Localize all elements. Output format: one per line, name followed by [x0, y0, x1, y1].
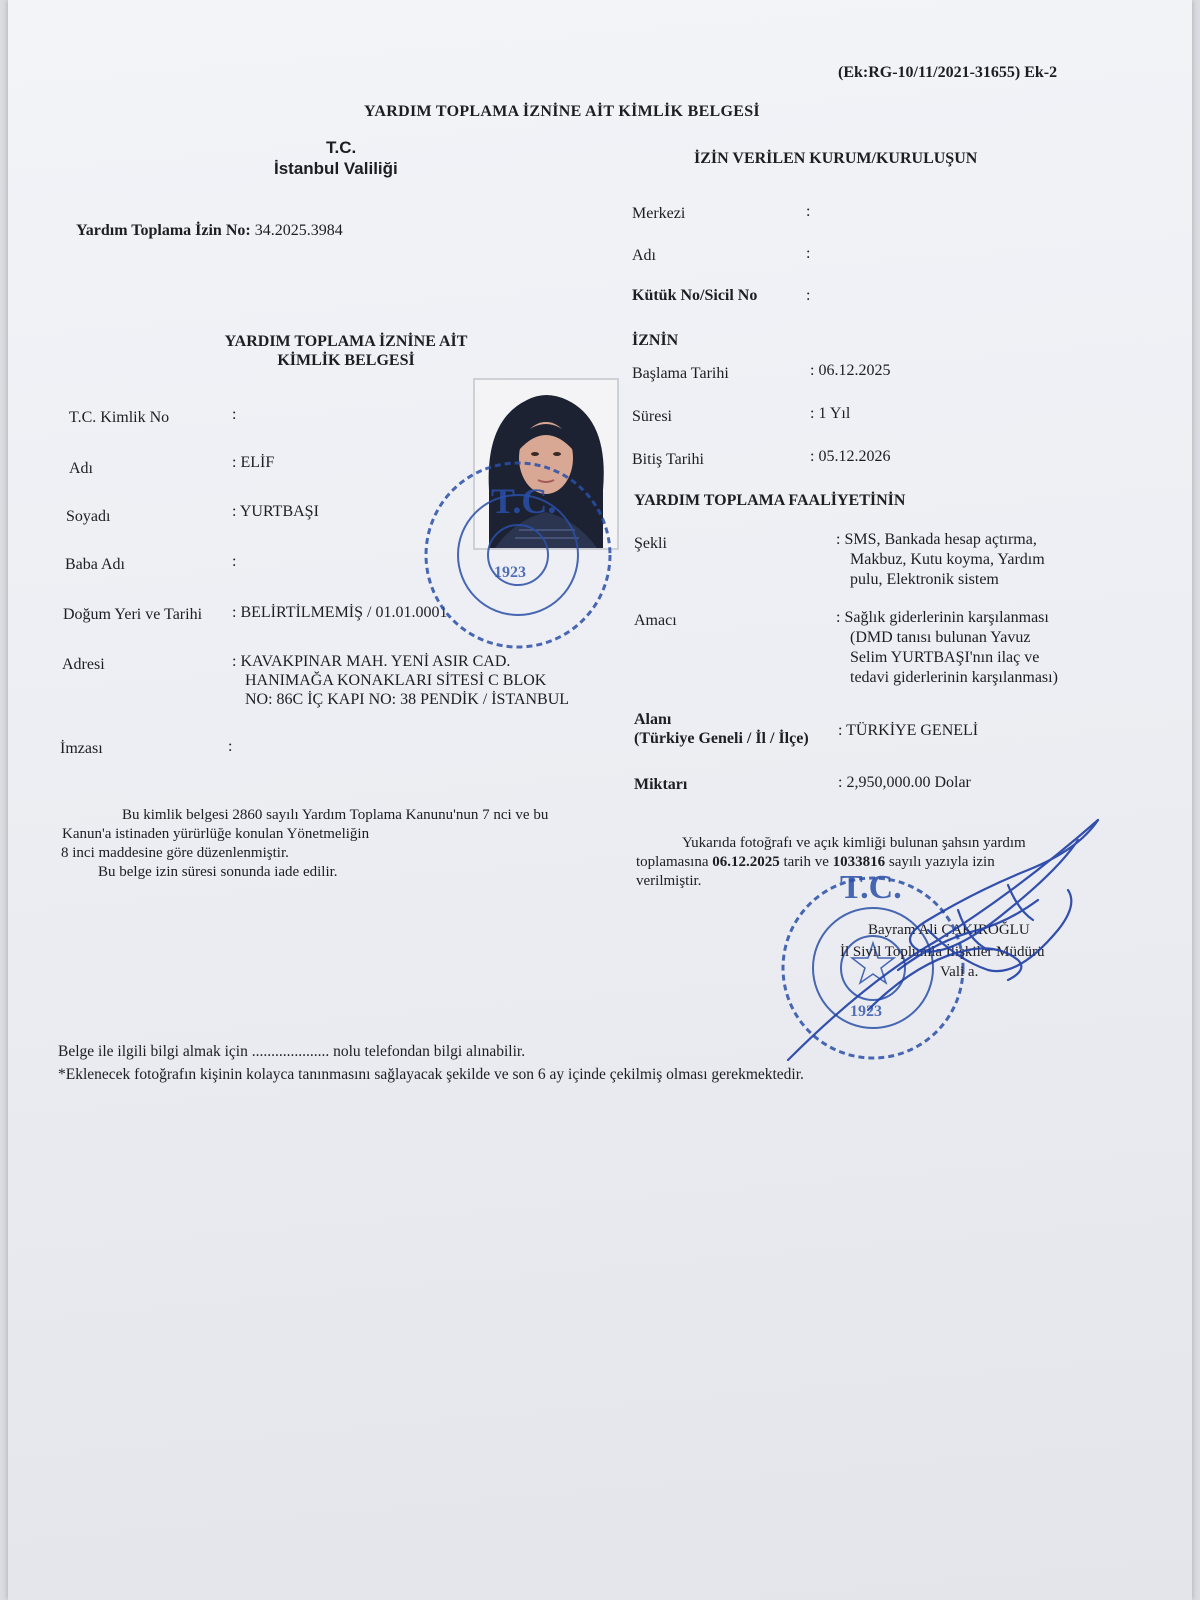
bitis-label: Bitiş Tarihi: [632, 451, 704, 468]
document-reference: (Ek:RG-10/11/2021-31655) Ek-2: [838, 64, 1058, 81]
ad-value: : ELİF: [232, 454, 275, 471]
footer-line1: Belge ile ilgili bilgi almak için .................... nolu telefondan bilgi alınabilir.: [58, 1043, 526, 1060]
baba-label: Baba Adı: [65, 556, 125, 573]
document-page: [8, 0, 1192, 1600]
stamp-right-tc: T.C.: [840, 869, 902, 906]
alani-value: : TÜRKİYE GENELİ: [838, 722, 979, 739]
baslama-value: : 06.12.2025: [810, 362, 891, 379]
legal-note-line3: 8 inci maddesine göre düzenlenmiştir.: [61, 845, 289, 861]
stamp-right-year: 1923: [850, 1003, 882, 1020]
left-title-line2: KİMLİK BELGESİ: [277, 352, 415, 369]
sekli-label: Şekli: [634, 535, 667, 552]
soyad-label: Soyadı: [66, 508, 111, 525]
tc-kimlik-label: T.C. Kimlik No: [69, 409, 170, 426]
izin-title: İZNİN: [632, 332, 679, 349]
miktari-value: : 2,950,000.00 Dolar: [838, 774, 971, 791]
legal-note-line4: Bu belge izin süresi sonunda iade edilir.: [98, 864, 338, 880]
sure-label: Süresi: [632, 408, 672, 425]
sekli-line1: : SMS, Bankada hesap açtırma,: [836, 531, 1037, 548]
sekli-line3: pulu, Elektronik sistem: [850, 571, 999, 588]
amaci-line2: (DMD tanısı bulunan Yavuz: [850, 629, 1031, 646]
stamp-left-tc: T.C.: [491, 481, 557, 521]
izin-no-row: [76, 222, 343, 240]
footer-line2: *Eklenecek fotoğrafın kişinin kolayca tanınmasını sağlayacak şekilde ve son 6 ay içinde çekilmiş olması gerekmektedir.: [58, 1066, 804, 1083]
tc-heading: T.C.: [326, 138, 357, 157]
alani-label-line1: Alanı: [634, 711, 672, 728]
approval-line2-c: sayılı yazıyla izin: [888, 854, 995, 870]
izin-no-label: Yardım Toplama İzin No:: [76, 222, 251, 239]
approval-line2-a: toplamasına: [636, 854, 709, 870]
legal-note-line2: Kanun'a istinaden yürürlüğe konulan Yönetmeliğin: [62, 826, 370, 842]
kurum-title: İZİN VERİLEN KURUM/KURULUŞUN: [694, 150, 978, 167]
main-title: YARDIM TOPLAMA İZNİNE AİT KİMLİK BELGESİ: [364, 103, 760, 120]
soyad-value: : YURTBAŞI: [232, 503, 319, 520]
sure-value: : 1 Yıl: [810, 405, 851, 422]
amaci-label: Amacı: [634, 612, 677, 629]
approval-number: 1033816: [832, 854, 886, 870]
stamp-left-year: 1923: [494, 564, 526, 581]
legal-note: [58, 806, 628, 882]
signer-title: İl Sivil Toplumla İlişkiler Müdürü: [840, 944, 1045, 960]
merkez-label: Merkezi: [632, 205, 686, 222]
dogum-value: : BELİRTİLMEMİŞ / 01.01.0001: [232, 604, 448, 621]
approval-line2-b: tarih ve: [783, 854, 829, 870]
kurum-adi-label: Adı: [632, 247, 656, 264]
baba-colon: :: [232, 553, 237, 570]
valilik-heading: İstanbul Valiliği: [274, 159, 398, 178]
sekli-line2: Makbuz, Kutu koyma, Yardım: [850, 551, 1045, 568]
amaci-line4: tedavi giderlerinin karşılanması): [850, 669, 1058, 686]
signer-name: Bayram Ali ÇAKIROĞLU: [868, 922, 1030, 938]
approval-date: 06.12.2025: [712, 854, 780, 870]
bitis-value: : 05.12.2026: [810, 448, 891, 465]
kutuk-colon: :: [806, 287, 811, 304]
approval-line1: Yukarıda fotoğrafı ve açık kimliği bulunan şahsın yardım: [682, 835, 1026, 851]
signer-role: Vali a.: [940, 964, 979, 980]
imza-label: İmzası: [60, 740, 103, 757]
legal-note-line1: Bu kimlik belgesi 2860 sayılı Yardım Toplama Kanunu'nun 7 nci ve bu: [122, 807, 549, 823]
left-title-line1: YARDIM TOPLAMA İZNİNE AİT: [224, 333, 468, 350]
ad-label: Adı: [69, 460, 93, 477]
amaci-line3: Selim YURTBAŞI'nın ilaç ve: [850, 649, 1040, 666]
official-seal-stamp-left: [416, 455, 621, 655]
approval-line3: verilmiştir.: [636, 873, 702, 889]
handwritten-signature: [778, 810, 1118, 1070]
amaci-value: [836, 608, 1058, 688]
dogum-label: Doğum Yeri ve Tarihi: [63, 606, 203, 623]
kutuk-label: Kütük No/Sicil No: [632, 287, 758, 304]
miktari-label: Miktarı: [634, 776, 688, 793]
sekli-value: [836, 530, 1045, 590]
adres-line1: : KAVAKPINAR MAH. YENİ ASIR CAD.: [232, 653, 511, 670]
adres-label: Adresi: [62, 656, 105, 673]
baslama-label: Başlama Tarihi: [632, 365, 729, 382]
izin-no-value: 34.2025.3984: [254, 222, 343, 239]
adres-line3: NO: 86C İÇ KAPI NO: 38 PENDİK / İSTANBUL: [245, 691, 570, 708]
amaci-line1: : Sağlık giderlerinin karşılanması: [836, 609, 1049, 626]
alani-label-line2: (Türkiye Geneli / İl / İlçe): [634, 730, 809, 747]
adres-value: [232, 652, 569, 709]
merkez-colon: :: [806, 203, 811, 220]
kurum-adi-colon: :: [806, 245, 811, 262]
alani-label: [634, 710, 809, 748]
tc-kimlik-colon: :: [232, 406, 237, 423]
adres-line2: HANIMAĞA KONAKLARI SİTESİ C BLOK: [245, 672, 547, 689]
imza-colon: :: [228, 738, 233, 755]
faaliyet-title: YARDIM TOPLAMA FAALİYETİNİN: [634, 492, 906, 509]
left-title: [204, 332, 488, 370]
